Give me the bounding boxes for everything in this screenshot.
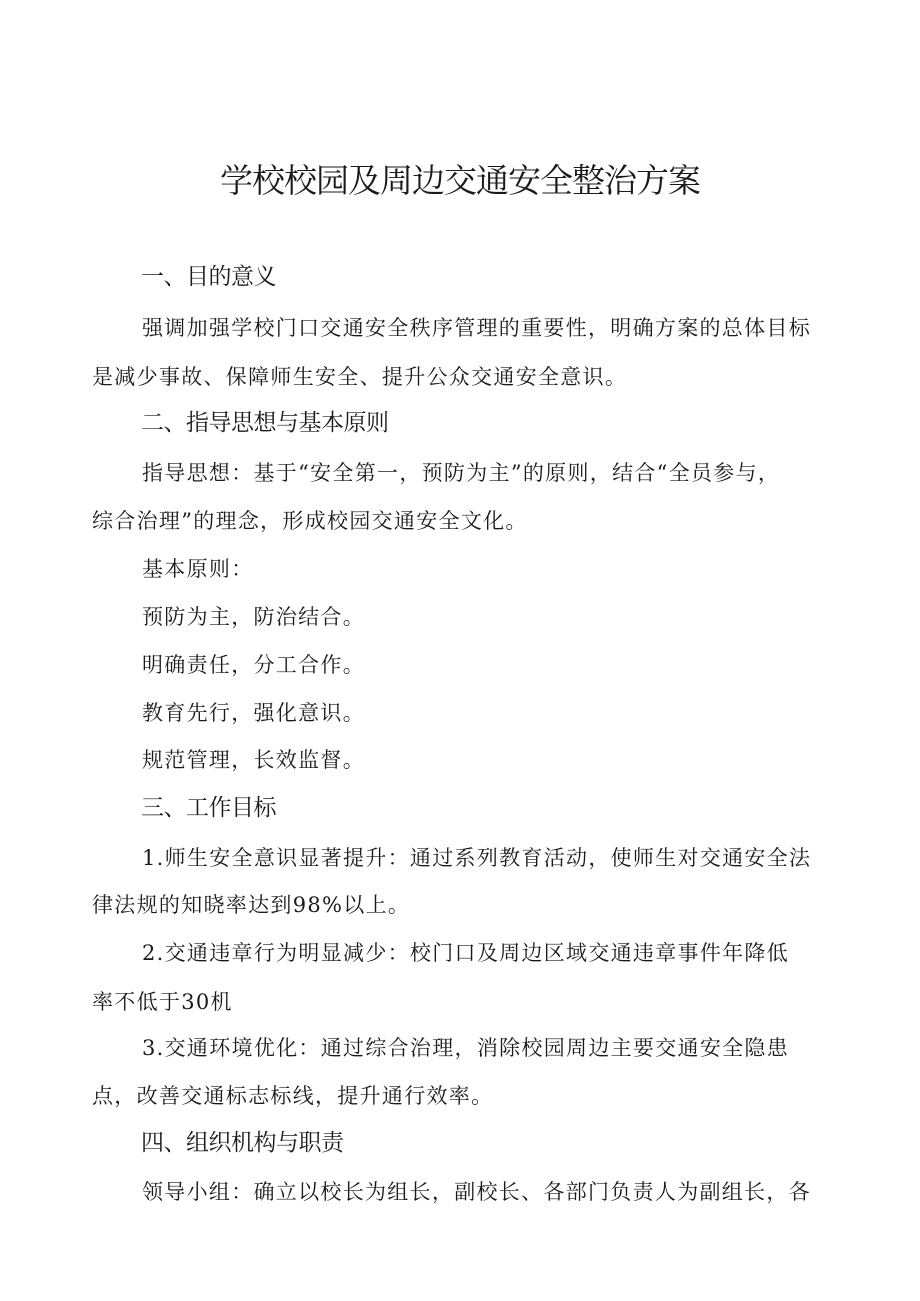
goal-line: 率不低于30机 xyxy=(92,990,233,1014)
paragraph-line: 指导思想：基于“安全第一，预防为主”的原则，结合“全员参与， xyxy=(142,461,781,485)
paragraph-line: 综合治理”的理念，形成校园交通安全文化。 xyxy=(92,509,528,533)
principle-item: 预防为主，防治结合。 xyxy=(142,605,365,629)
goal-line: 3.交通环境优化：通过综合治理，消除校园周边主要交通安全隐患 xyxy=(142,1036,790,1060)
principle-item: 明确责任，分工合作。 xyxy=(142,653,365,677)
goal-line: 2.交通违章行为明显减少：校门口及周边区域交通违章事件年降低 xyxy=(142,941,790,965)
principles-label: 基本原则： xyxy=(142,557,254,581)
paragraph-line: 领导小组：确立以校长为组长，副校长、各部门负责人为副组长，各 xyxy=(142,1180,811,1204)
section-heading-purpose: 一、目的意义 xyxy=(141,264,276,290)
section-heading-organization: 四、组织机构与职责 xyxy=(141,1130,344,1156)
document-title: 学校校园及周边交通安全整治方案 xyxy=(220,161,700,200)
paragraph-line: 强调加强学校门口交通安全秩序管理的重要性，明确方案的总体目标 xyxy=(142,316,811,340)
paragraph-line: 是减少事故、保障师生安全、提升公众交通安全意识。 xyxy=(92,365,628,389)
goal-line: 1.师生安全意识显著提升：通过系列教育活动，使师生对交通安全法 xyxy=(142,846,812,870)
section-heading-work-goals: 三、工作目标 xyxy=(141,795,276,821)
principle-item: 规范管理，长效监督。 xyxy=(142,748,365,772)
goal-line: 律法规的知晓率达到98%以上。 xyxy=(92,893,411,917)
section-heading-guiding-principles: 二、指导思想与基本原则 xyxy=(141,410,389,436)
goal-line: 点，改善交通标志标线，提升通行效率。 xyxy=(92,1084,494,1108)
principle-item: 教育先行，强化意识。 xyxy=(142,701,365,725)
